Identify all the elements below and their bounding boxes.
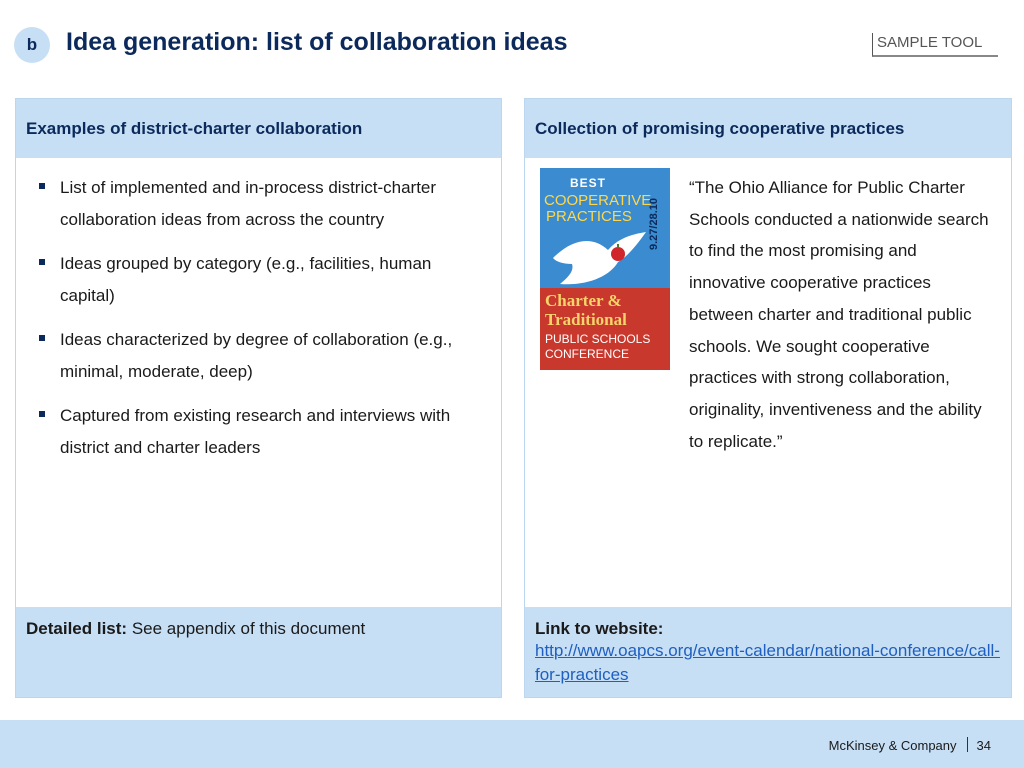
bullet-square-icon [39,335,45,341]
bullet-item [36,324,481,388]
poster-text: PUBLIC SCHOOLS [545,332,651,346]
bullet-square-icon [39,411,45,417]
website-link-footer [525,607,1011,697]
bullet-item [36,400,481,464]
slide-footer [829,737,991,753]
bullet-text: Ideas characterized by degree of collaboration (e.g., minimal, moderate, deep) [60,330,453,381]
cooperative-practices-panel [524,98,1012,698]
poster-text: CONFERENCE [545,347,630,361]
poster-text: PRACTICES [546,208,632,225]
ohio-alliance-quote: “The Ohio Alliance for Public Charter Schools conducted a nationwide search to find the most promising and innovative cooperative practices between charter and traditional public schools. We sought cooperative practices with strong collaboration, originality, inventiveness and the ability to replicate.” [689,178,989,451]
bullet-item [36,172,481,236]
company-name: McKinsey & Company [828,738,957,753]
page-title: Idea generation: list of collaboration ideas [66,28,568,56]
section-badge: b [14,27,50,63]
conference-poster-image [540,168,670,370]
collaboration-examples-heading: Examples of district-charter collaboration [16,99,501,158]
website-link[interactable]: http://www.oapcs.org/event-calendar/national-conference/call-for-practices [535,641,1000,684]
cooperative-practices-heading: Collection of promising cooperative practices [525,99,1011,158]
poster-text: 9.27/28.10 [648,198,660,250]
sample-tool-tag: SAMPLE TOOL [872,33,998,57]
website-link-label: Link to website: [535,619,664,638]
footer-divider [967,737,968,752]
detailed-list-text: See appendix of this document [131,619,366,638]
detailed-list-footer [16,607,501,697]
bullet-square-icon [39,259,45,265]
poster-text: BEST [570,176,607,190]
detailed-list-label: Detailed list: [26,619,128,638]
collaboration-bullet-list [36,172,481,476]
poster-text: COOPERATIVE [544,192,652,209]
bullet-text: Captured from existing research and interviews with district and charter leaders [60,406,451,457]
bullet-text: List of implemented and in-process district-charter collaboration ideas from across the country [60,178,437,229]
poster-text: Traditional [545,310,627,329]
bullet-item [36,248,481,312]
collaboration-examples-panel [15,98,502,698]
bullet-text: Ideas grouped by category (e.g., facilities, human capital) [60,254,432,305]
poster-text: Charter & [545,291,622,310]
page-number: 34 [976,738,991,753]
bullet-square-icon [39,183,45,189]
dove-apple-icon [548,228,648,290]
